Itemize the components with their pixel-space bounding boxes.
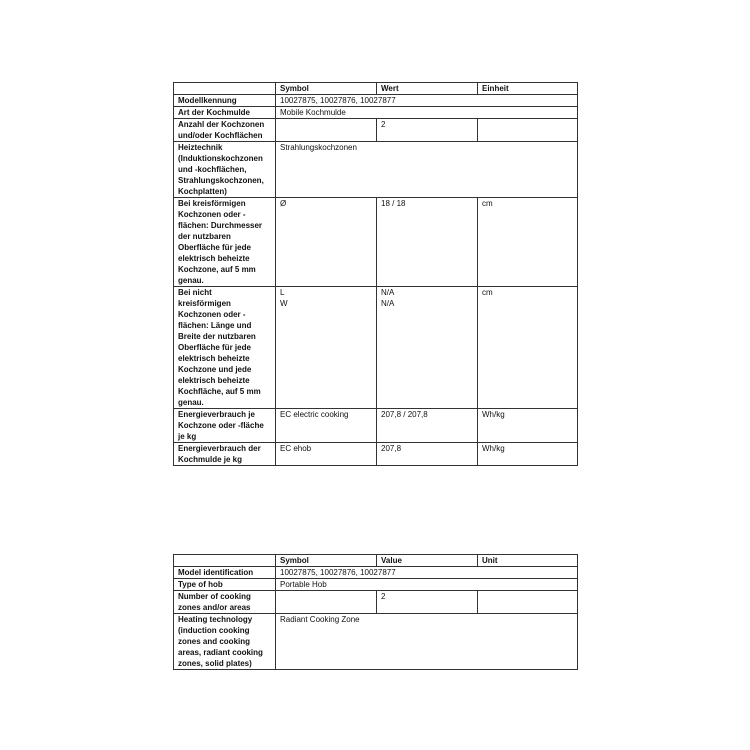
row-symbol-line: 10027875, 10027876, 10027877 (280, 568, 396, 577)
row-label-line: Kochzonen oder - (178, 210, 246, 219)
table-row (174, 142, 578, 198)
table-header-row (174, 555, 578, 567)
row-label-line: Kochzone, auf 5 mm (178, 265, 256, 274)
row-symbol (276, 198, 377, 287)
table-row (174, 107, 578, 119)
row-label (174, 95, 276, 107)
row-label-line: der nutzbaren (178, 232, 231, 241)
row-label-line: flächen: Länge und (178, 321, 252, 330)
row-label-line: Kochzone und jede (178, 365, 252, 374)
row-value (377, 287, 478, 409)
header-cell: Symbol (276, 83, 377, 95)
header-cell: Einheit (478, 83, 578, 95)
header-cell: Unit (478, 555, 578, 567)
table-row (174, 198, 578, 287)
table-row (174, 287, 578, 409)
row-value (377, 119, 478, 142)
row-symbol (276, 107, 578, 119)
row-label (174, 107, 276, 119)
row-value-line: 207,8 / 207,8 (381, 410, 428, 419)
row-symbol-line: EC ehob (280, 444, 312, 453)
row-label-line: und -kochflächen, (178, 165, 247, 174)
row-unit (478, 287, 578, 409)
table-row (174, 443, 578, 466)
header-cell: Value (377, 555, 478, 567)
row-unit-line: cm (482, 288, 493, 297)
table-header-row (174, 83, 578, 95)
row-symbol-line: 10027875, 10027876, 10027877 (280, 96, 396, 105)
row-value-line: 2 (381, 120, 386, 129)
header-cell (174, 555, 276, 567)
row-unit-line: cm (482, 199, 493, 208)
row-label (174, 409, 276, 443)
row-label (174, 579, 276, 591)
row-label-line: Oberfläche für jede (178, 243, 251, 252)
row-symbol-line: L (280, 288, 285, 297)
row-label-line: Bei nicht (178, 288, 212, 297)
row-label-line: Kochmulde je kg (178, 455, 243, 464)
table-row (174, 95, 578, 107)
table-row (174, 579, 578, 591)
row-symbol (276, 95, 578, 107)
row-unit (478, 591, 578, 614)
row-label-line: flächen: Durchmesser (178, 221, 263, 230)
row-symbol (276, 287, 377, 409)
row-symbol-line: W (280, 299, 288, 308)
table-row (174, 567, 578, 579)
row-symbol-line: EC electric cooking (280, 410, 349, 419)
table-row (174, 614, 578, 670)
row-label-line: Breite der nutzbaren (178, 332, 256, 341)
row-symbol (276, 579, 578, 591)
row-unit-line: Wh/kg (482, 410, 505, 419)
row-label-line: (induction cooking (178, 626, 250, 635)
row-symbol (276, 591, 377, 614)
row-label (174, 614, 276, 670)
row-symbol-line: Portable Hob (280, 580, 327, 589)
row-label-line: elektrisch beheizte (178, 354, 250, 363)
row-label-line: je kg (178, 432, 197, 441)
row-label-line: und/oder Kochflächen (178, 131, 263, 140)
row-value-line: 2 (381, 592, 386, 601)
row-unit (478, 409, 578, 443)
table-row (174, 119, 578, 142)
row-label-line: Oberfläche für jede (178, 343, 251, 352)
row-label-line: (Induktionskochzonen (178, 154, 263, 163)
row-label-line: Energieverbrauch der (178, 444, 261, 453)
row-unit (478, 443, 578, 466)
row-label-line: Kochzonen oder - (178, 310, 246, 319)
row-label-line: Modellkennung (178, 96, 237, 105)
row-symbol-line: Strahlungskochzonen (280, 143, 357, 152)
row-label (174, 142, 276, 198)
row-label-line: Energieverbrauch je (178, 410, 255, 419)
row-label (174, 119, 276, 142)
row-label (174, 591, 276, 614)
row-label-line: genau. (178, 276, 204, 285)
header-cell: Symbol (276, 555, 377, 567)
row-label-line: Art der Kochmulde (178, 108, 251, 117)
row-unit (478, 198, 578, 287)
row-symbol (276, 614, 578, 670)
row-label-line: areas, radiant cooking (178, 648, 263, 657)
row-label-line: zones and/or areas (178, 603, 251, 612)
row-label-line: Bei kreisförmigen (178, 199, 246, 208)
row-label-line: Number of cooking (178, 592, 251, 601)
row-label (174, 287, 276, 409)
spec-table-german (173, 82, 578, 466)
row-value (377, 409, 478, 443)
row-value-line: N/A (381, 288, 395, 297)
row-label-line: elektrisch beheizte (178, 254, 250, 263)
row-label-line: Type of hob (178, 580, 223, 589)
row-label-line: Heating technology (178, 615, 253, 624)
row-value (377, 443, 478, 466)
row-value-line: N/A (381, 299, 395, 308)
row-symbol (276, 409, 377, 443)
row-label-line: Kochzone oder -fläche (178, 421, 264, 430)
header-cell: Wert (377, 83, 478, 95)
row-symbol-line: Ø (280, 199, 287, 208)
row-label (174, 567, 276, 579)
row-label-line: Anzahl der Kochzonen (178, 120, 265, 129)
spec-table-english (173, 554, 578, 670)
row-symbol-line: Radiant Cooking Zone (280, 615, 360, 624)
row-label-line: elektrisch beheizte (178, 376, 250, 385)
row-label-line: Kochfläche, auf 5 mm (178, 387, 261, 396)
table-row (174, 409, 578, 443)
row-value-line: 18 / 18 (381, 199, 406, 208)
row-value-line: 207,8 (381, 444, 402, 453)
row-unit-line: Wh/kg (482, 444, 505, 453)
table-row (174, 591, 578, 614)
row-label-line: Kochplatten) (178, 187, 227, 196)
row-symbol (276, 443, 377, 466)
row-label-line: zones and cooking (178, 637, 251, 646)
row-label-line: zones, solid plates) (178, 659, 252, 668)
row-symbol-line: Mobile Kochmulde (280, 108, 346, 117)
header-cell (174, 83, 276, 95)
row-unit (478, 119, 578, 142)
row-label-line: genau. (178, 398, 204, 407)
row-value (377, 591, 478, 614)
row-symbol (276, 567, 578, 579)
row-value (377, 198, 478, 287)
row-label-line: Heiztechnik (178, 143, 223, 152)
row-label-line: Model identification (178, 568, 254, 577)
row-label (174, 198, 276, 287)
row-symbol (276, 119, 377, 142)
row-label-line: Strahlungskochzonen, (178, 176, 264, 185)
row-symbol (276, 142, 578, 198)
row-label (174, 443, 276, 466)
row-label-line: kreisförmigen (178, 299, 231, 308)
